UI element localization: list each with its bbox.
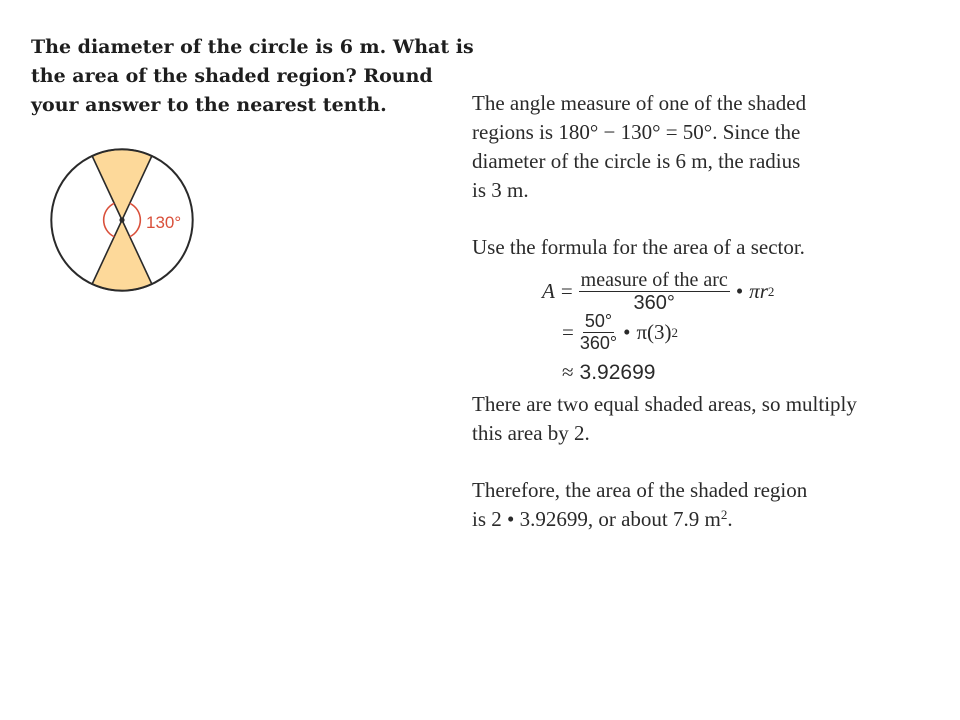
formula-lhs: A — [542, 279, 555, 303]
text-line: Therefore, the area of the shaded region — [472, 478, 808, 502]
formula-row-2: = $\frac{50^\circ}{360^\circ}$ • π(3) 2 — [562, 311, 679, 353]
fraction-numerator: measure of the arc — [580, 269, 728, 291]
text-line: regions is 180° − 130° = 50°. Since the — [472, 120, 801, 144]
text-line: Use the formula for the area of a sector. — [472, 235, 805, 259]
formula-bullet: • — [623, 320, 631, 344]
circle-diagram — [40, 145, 210, 305]
formula-pi-3: π(3) — [636, 320, 672, 344]
question-line: The diameter of the circle is 6 m. What is — [31, 36, 474, 58]
fraction-denominator: 360° — [633, 292, 675, 314]
text-line — [472, 505, 952, 534]
solution-para-4 — [472, 476, 952, 534]
fraction-denominator: 360° — [579, 333, 618, 353]
question-line: your answer to the nearest tenth. — [31, 94, 387, 116]
formula-fraction-arc — [579, 270, 730, 313]
answer-period: . — [727, 507, 733, 531]
question-text — [31, 33, 491, 120]
text-line: There are two equal shaded areas, so multiply — [472, 392, 857, 416]
answer-text: is 2 • 3.92699, or about 7.9 m — [472, 507, 721, 531]
text-line: this area by 2. — [472, 421, 590, 445]
solution-para-2 — [472, 233, 952, 262]
circle-figure — [40, 145, 210, 305]
text-line: diameter of the circle is 6 m, the radius — [472, 149, 801, 173]
formula-row-1: A = $\frac{\text{measure of the arc}}{360^\circ}$ • πr 2 — [542, 269, 775, 314]
solution-para-3 — [472, 390, 952, 448]
formula-fraction-angle — [580, 312, 617, 353]
sector-formula — [472, 266, 952, 384]
fraction-numerator: 50° — [584, 311, 613, 331]
formula-bullet: • — [735, 279, 744, 303]
question-line: the area of the shaded region? Round — [31, 65, 433, 87]
formula-equals: = — [562, 320, 574, 344]
angle-label: 130° — [146, 213, 182, 232]
formula-result: 3.92699 — [579, 361, 656, 384]
answer-exponent: 2 — [720, 507, 728, 522]
center-point — [119, 217, 124, 222]
formula-pi-r: πr — [749, 279, 768, 303]
angle-arc-right — [130, 203, 141, 236]
solution-para-1 — [472, 89, 952, 205]
text-line: The angle measure of one of the shaded — [472, 91, 807, 115]
formula-row-3 — [562, 358, 655, 387]
angle-arc-left — [104, 203, 115, 236]
text-line: is 3 m. — [472, 178, 529, 202]
formula-approx: ≈ — [562, 360, 574, 384]
shaded-sector-bottom — [92, 220, 152, 291]
formula-equals: = — [560, 279, 573, 303]
shaded-sector-top — [92, 149, 152, 220]
solution-text — [472, 89, 952, 534]
